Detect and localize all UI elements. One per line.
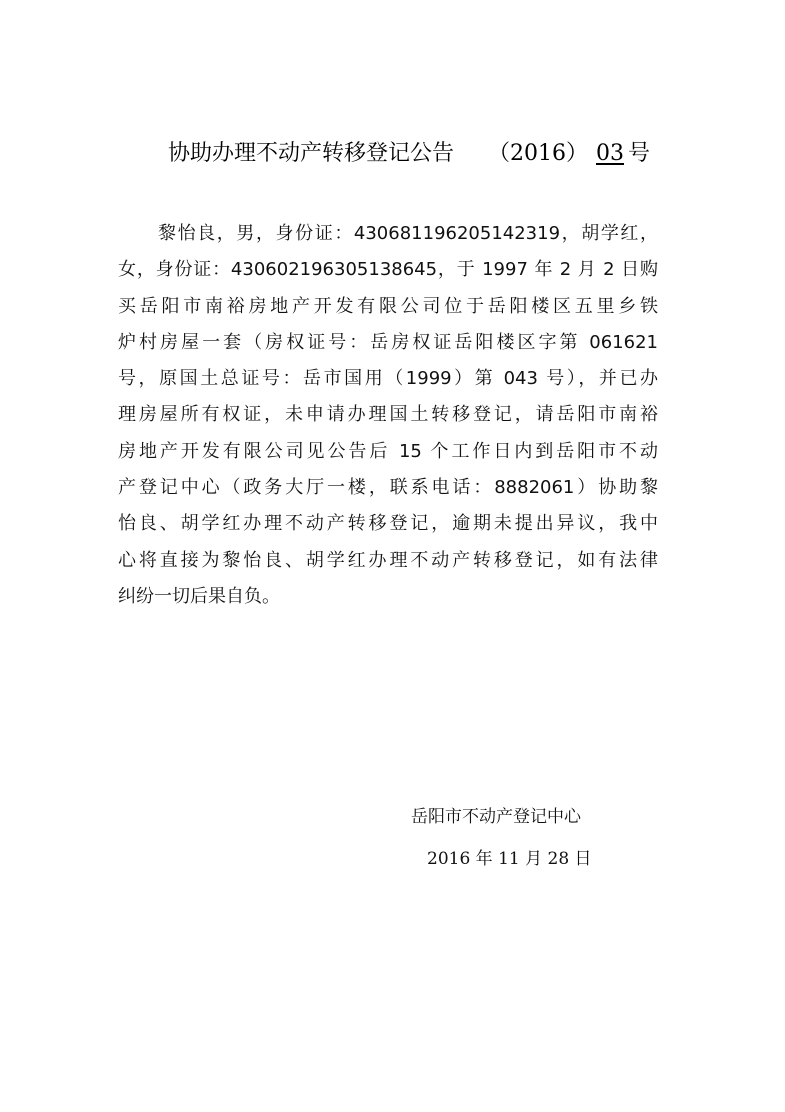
body-line: 炉村房屋一套（房权证号：岳房权证岳阳楼区字第 061621 (118, 331, 658, 353)
body-line: 纠纷一切后果自负。 (118, 585, 280, 607)
body-line: 黎怡良，男，身份证：430681196205142319，胡学红， (158, 223, 658, 244)
body-line: 房地产开发有限公司见公告后 15 个工作日内到岳阳市不动 (118, 440, 658, 462)
signature-organization: 岳阳市不动产登记中心 (411, 807, 581, 827)
notice-body (118, 216, 658, 615)
body-line: 号，原国土总证号：岳市国用（1999）第 043 号），并已办 (118, 368, 658, 390)
notice-heading: 协助办理不动产转移登记公告 (168, 141, 455, 166)
body-line: 理房屋所有权证，未申请办理国土转移登记，请岳阳市南裕 (118, 404, 658, 426)
body-line: 产登记中心（政务大厅一楼，联系电话：8882061）协助黎 (118, 477, 658, 499)
notice-number-suffix: 号 (628, 141, 651, 166)
notice-year: （2016） (488, 141, 589, 166)
body-line: 怡良、胡学红办理不动产转移登记，逾期未提出异议，我中 (118, 513, 658, 535)
body-line: 心将直接为黎怡良、胡学红办理不动产转移登记，如有法律 (118, 549, 658, 571)
notice-title (168, 134, 688, 174)
signature-block (405, 800, 635, 876)
body-line: 买岳阳市南裕房地产开发有限公司位于岳阳楼区五里乡铁 (118, 295, 658, 317)
notice-number: 03 (596, 141, 625, 166)
signature-date: 2016 年 11 月 28 日 (427, 849, 592, 869)
body-line: 女，身份证：430602196305138645，于 1997 年 2 月 2 日购 (118, 259, 658, 281)
